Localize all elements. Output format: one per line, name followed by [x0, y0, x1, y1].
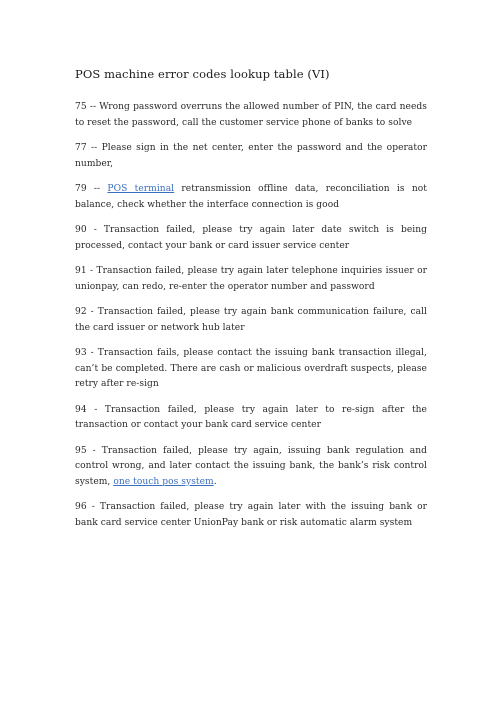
paragraph-code-94: 94 - Transaction failed, please try again later to re-sign after the transaction or contact your bank card service center [75, 404, 427, 430]
paragraph-code-75: 75 -- Wrong password overruns the allowed number of PIN, the card needs to reset the password, call the customer service phone of banks to solve [75, 102, 427, 128]
paragraph-code-79-prefix: 79 -- [75, 184, 108, 194]
paragraph-code-95-suffix: . [213, 476, 217, 487]
one-touch-pos-system-link[interactable]: one touch pos system [113, 476, 214, 487]
paragraph-code-92: 92 - Transaction failed, please try again bank communication failure, call the card issuer or network hub later [75, 307, 427, 333]
paragraph-code-91: 91 - Transaction failed, please try again later telephone inquiries issuer or unionpay, can redo, re-enter the operator number and password [75, 266, 427, 292]
paragraph-code-95 [75, 444, 427, 491]
paragraph-code-79 [75, 182, 427, 213]
paragraph-code-93: 93 - Transaction fails, please contact the issuing bank transaction illegal, can’t be completed. There are cash or malicious overdraft suspects, please retry after re-sign [75, 348, 427, 389]
paragraph-code-96: 96 - Transaction failed, please try again later with the issuing bank or bank card service center UnionPay bank or risk automatic alarm system [75, 502, 427, 528]
paragraph-code-90: 90 - Transaction failed, please try again later date switch is being processed, contact your bank or card issuer service center [75, 225, 427, 251]
paragraph-code-79-suffix: retransmission offline data, reconciliation is not balance, check whether the interface connection is good [75, 184, 427, 210]
document-body [75, 66, 427, 541]
document-title: POS machine error codes lookup table (VI) [75, 67, 330, 81]
pos-terminal-link[interactable]: POS terminal [107, 184, 175, 194]
paragraph-code-77: 77 -- Please sign in the net center, enter the password and the operator number, [75, 143, 427, 169]
paragraph-code-95-prefix: 95 - Transaction failed, please try again, issuing bank regulation and control wrong, and later contact the issuing bank, the bank’s risk control system, [75, 445, 427, 487]
